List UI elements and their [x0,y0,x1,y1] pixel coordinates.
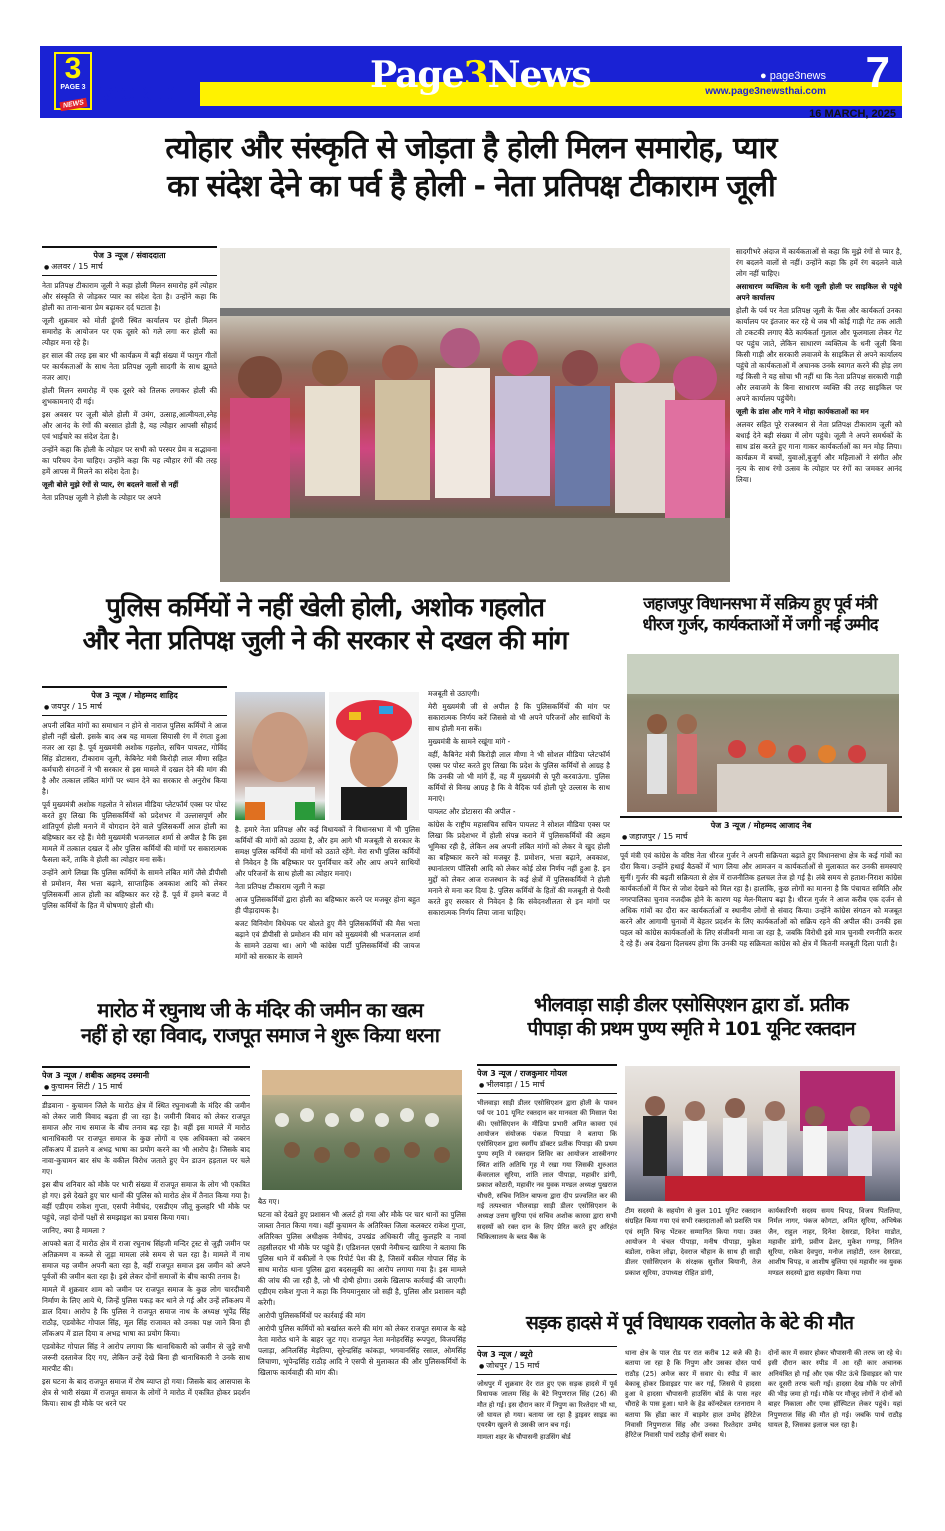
story2-source: पेज 3 न्यूज / मोहम्मद शाहिद [91,691,178,700]
story1-source: पेज 3 न्यूज / संवाददाता [93,251,166,260]
story3-source: पेज 3 न्यूज / मोहम्मद आजाद नेब [710,821,812,830]
story4-location: ● कुचामन सिटी / 15 मार्च [42,1081,250,1092]
ashok-gehlot-photo [235,692,325,820]
paragraph: टीम सदस्यो के सहयोग से कुल 101 यूनिट रक्तदान संग्रहित किया गया एवं सभी रक्तदाताओं को प्रशस्ति पत्र एवं स्मृति चिन्ह भेंटकर सम्मानित किया गया। उक्त आयोजन मे चंचल पीपाड़ा, मनीष पीपाड़ा, मुकेश बडोला, राकेश लोढ़ा, देवराज चौहान के साथ ही साड़ी डीलर एसोसिएशन के संरक्षक सुशील बियानी, तेज प्रकाश सूरिया, उपाध्यक्ष रोहित डांगी, [625,1207,761,1277]
story1-left-column [42,246,217,586]
story6-headline: सड़क हादसे में पूर्व विधायक रावलोत के बेटे की मौत [525,1312,854,1334]
portrait-illustration [329,692,419,820]
story5-body-col3 [768,1206,902,1278]
story2-body-col2 [235,824,420,962]
photo-illustration [627,654,899,812]
section-label: WORLD [100,83,178,105]
brand-number: 3 [463,54,488,96]
logo-number: 3 [64,52,82,85]
story3-headline [618,594,902,635]
jahazpur-meeting-photo [627,654,899,812]
paragraph: वहीं, कैबिनेट मंत्री किरोड़ी लाल मीणा ने भी सोशल मीडिया प्लेटफॉर्म एक्स पर पोस्ट करते हुए लिखा कि प्रदेश के पुलिस कर्मियों से आग्रह है कि उनकी जो भी मांगें हैं, वह मैं मुख्यमंत्री से पूरी करवाऊंगा. पुलिस कर्मियों से विनम्र आग्रह है कि वे वैदिक पर्व होली पूरे उल्लास के साथ मनाएं। [428,750,610,803]
story3-location: ● जहाजपुर / 15 मार्च [620,831,902,842]
story6-body-col2 [625,1348,761,1441]
tikaram-jully-photo [329,692,419,820]
paragraph: बजट विनियोग विधेयक पर बोलते हुए मैंने पुलिसकर्मियों की मैस भत्ता बढ़ाने एवं डीपीसी से प्रमोशन की मांग को मुख्यमंत्री श्री भजनलाल शर्मा के सामने उठाया था। आगे भी कांग्रेस पार्टी पुलिसकर्मियों की जायज मांगों को सरकार के सामने [235,919,420,961]
story2-headline-line1: पुलिस कर्मियों ने नहीं खेली होली, अशोक गहलोत [106,593,544,623]
paragraph: उन्होंने कहा कि होली के त्योहार पर सभी को परस्पर प्रेम व सद्भावना का परिचय देना चाहिए। उन्होंने कहा कि यह त्यौहार रंगों की तरह हमें आपस में मिलने का संदेश देता है। [42,445,217,476]
story6-location: ● जोधपुर / 15 मार्च [477,1360,617,1371]
paragraph: नेता प्रतिपक्ष टीकाराम जूली ने कहा होली मिलन समारोह हमें त्योहार और संस्कृति से जोड़कर प्यार का संदेश देता है। उन्होंने कहा कि होली का ताना-बाना प्रेम बढ़ाकर दर्द घटाता है। [42,281,217,312]
story4-byline [42,1066,250,1096]
story3-body [620,850,902,949]
paragraph: कार्यकारिणी सदस्य समय चिपड़, विजय पितलिया, निर्मल नागर, पंकज कोगटा, अमित सूरिया, अभिषेक जैन, राहुल नाहर, दिनेश देसरडा, दिनेश माडोत, महावीर डांगी, प्रवीण ढेलर, मुकेश गग्गड़, नितिन सूरिया, राकेश देवपुरा, मनोज लाहोटी, रतन देसरडा, आशीष चिपड़, व आशीष बुलिया एवं महावीर नव युवक मण्डल सदस्यो द्वारा सहयोग किया गया [768,1207,902,1277]
paragraph: हर साल की तरह इस बार भी कार्यक्रम में बड़ी संख्या में फागुन गीतों पर कार्यकताओं के साथ नेता प्रतिपक्ष जूली सादगी के साथ झूमते नजर आए। [42,351,217,382]
paragraph: आरोपी पुलिस कर्मियों को बर्खास्त करने की मांग को लेकर राजपूत समाज के बड़े नेता मारोठ थाने के बाहर जुट गए। राजपूत नेता मनोहरसिंह रूपपुरा, विजयसिंह पलाड़ा, अनिलसिंह मेड़तिया, सुरेन्द्रसिंह कांकड़ा, भगवानसिंह रसाल, ओमसिंह लिचाणा, भूपेन्द्रसिंह राठौड़ आदि ने एसपी से मुलाकात की और पुलिसकर्मियों के खिलाफ कार्यवाही की मांग की। [258,1324,466,1377]
brand-suffix: News [487,54,591,96]
story4-source: पेज 3 न्यूज / शबीक अहमद उस्मानी [42,1071,150,1080]
paragraph: भीलवाड़ा साड़ी डीलर एसोसिएशन द्वारा होली के पावन पर्व पर 101 यूनिट रक्तदान कर मानवता की मिसाल पेश की। एसोसिएशन के मीडिया प्रभारी अमित कावरा एवं आयोजन संयोजक पंकज पिपाडा ने बताया कि एसोसिएशन द्वारा स्वर्गीय डॉक्टर प्रतीक पिपाड़ा की प्रथम पुण्य स्मृति मे रक्तदान शिविर का आयोजन शास्त्रीनगर स्थित शांति अतिथि गृह मे रखा गया जिसकी शुरुआत कँवरलाल सूरिया, शांति लाल पीपाड़ा, महावीर डांगी, प्रकाश कोठारी, महावीर नव युवक मण्डल अध्यक्ष पुखराज चौधरी, सचिव नितिन बाफना द्वारा दीप प्रज्वलित कर की गई तत्पश्चात भीलवाड़ा साड़ी डीलर एसोसिएशन के अध्यक्ष उत्तम सुरिया एवं सचिव अशोक कारवा द्वारा सभी सदस्यों को रक्त दान के लिए प्रेरित करते हुए अरिहंत चिकित्सालय के ब्लड बैंक के [477,1099,617,1241]
subheading: जानिए, क्या है मामला ? [42,1226,106,1235]
photo-illustration [625,1066,900,1201]
logo-text: PAGE 3 [60,84,86,91]
story1-byline [42,246,217,276]
story6-byline [477,1346,617,1375]
story1-body-right [736,246,902,485]
story3-headline-line2: धीरज गुर्जर, कार्यकताओं में जगी नई उम्मीद [642,614,878,634]
story4-body-col1 [42,1100,250,1409]
paragraph: जूली शुक्रवार को मोती डूंगरी स्थित कार्यालय पर होली मिलन समारोह के आयोजन पर एक दूसरे को गले लगा कर होली का त्यौहार मना रहे है। [42,316,217,347]
paragraph: है. हमारे नेता प्रतिपक्ष और कई विधायकों ने विधानसभा में भी पुलिस कर्मियों की मांगों को उठाया है, और हम आगे भी मजबूती से सरकार के समक्ष पुलिस कर्मियों की मांगों को उठाते रहेंगे. मेरा सभी पुलिस कर्मियों से निवेदन है कि बहिष्कार पर पुनर्विचार करें और आप अपने साथियों और परिजनों के साथ होली का त्योहार मनाएं। [235,825,420,878]
subheading: पायलट और डोटासरा की अपील - [428,807,516,816]
story5-column-2 [625,1206,761,1318]
paragraph: अपनी लंबित मांगों का समाधान न होने से नाराज पुलिस कर्मियों ने आज होली नहीं खेली. इसके बाद अब यह मामला सियासी रंग में रंगता हुआ नजर आ रहा है. पूर्व मुख्यमंत्री अशोक गहलोत, सचिन पायलट, गोविंद सिंह डोटासरा, टीकाराम जूली, केबिनेट मंत्री किरोड़ी लाल मीणा सहित कर्मचारी संगठनों ने भी सरकार से इस मामले में दखल देने की मांग की है और तत्काल लंबित मांगों पर ध्यान देने का सरकार से अनुरोध किया है। [42,721,227,796]
masthead [40,46,902,118]
story2-body-col1 [42,720,227,911]
paragraph: सादगीभरे अंदाज में कार्यकताओं से कहा कि मुझे रंगों से प्यार है, रंग बदलने वालों से नहीं। उन्होंने कहा कि हमें रंग बदलने वाले लोग नहीं चाहिए। [736,247,902,278]
story2-headline [40,592,610,657]
paragraph: घटना को देखते हुए प्रशासन भी अलर्ट हो गया और मौके पर चार थानों का पुलिस जाब्ता तैनात किया गया। वहीं कुचामन के अतिरिक्त जिला कलक्टर राकेश गुप्ता, अतिरिक्त पुलिस अधीक्षक नेमीचंद, उपखंड अधिकारी जीतू कुलहरि व नावां तहसीलदार भी मौके पर पहुंचे हैं। एडिशनल एसपी नेमीचन्द खारिया ने बताया कि पुलिस थाने में वकीलों ने एक रिपोर्ट पेश की है, जिसमें वकील गोपाल सिंह के साथ मारोठ थाना पुलिस द्वारा बदसलूकी का आरोप लगाया गया है। इस मामले की जांच की जा रही है, जो भी दोषी होगा। उसके खिलाफ कार्रवाई की जाएगी। एडीएम राकेश गुप्ता ने कहा कि नियमानुसार जो सही है, पुलिस और प्रशासन वही करेगी। [258,1210,466,1307]
logo-tag: NEWS [59,98,87,112]
paragraph: मेरी मुख्यमंत्री जी से अपील है कि पुलिसकर्मियों की मांग पर सकारात्मक निर्णय करें जिससे वो भी अपने परिजनों और साथियों के साथ होली मना सकें। [428,702,610,733]
story3-headline-line1: जहाजपुर विधानसभा में सक्रिय हुए पूर्व मंत्री [643,594,877,613]
subheading: जूली के डांस और गाने ने मोहा कार्यकताओं का मन [736,407,869,416]
paragraph: जोधपुर में शुक्रवार देर रात हुए एक सड़क हादसे में पूर्व विधायक जालम सिंह के बेटे निपुणराज सिंह (26) की मौत हो गई। इस दौरान कार में निपुण का रिश्तेदार भी था, जो घायल हो गया। बताया जा रहा है ड्राइवर साइड का एयरबैग खुलने से उसकी जान बच गई। [477,1380,617,1430]
story5-body-col1 [477,1098,617,1242]
story4-body-col2 [258,1196,466,1378]
story4-headline [40,998,480,1048]
story1-right-column [736,246,902,586]
photo-crowd-illustration [220,248,730,582]
story4-column-1 [42,1066,250,1526]
paragraph: होली के पर्व पर नेता प्रतिपक्ष जूली के फैंस और कार्यकर्ता उनका कार्यालय पर इंतजार कर रहे थे जब भी कोई गाड़ी गेट तक आती तो टकटकी लगाए बैठे कार्यकर्ता गुलाल और फूलमाला लेकर गेट पर पहुंच जाते, लेकिन साधारण व्यक्तित्व के धनी जूली बिना किसी गाड़ी और सरकारी लवाजमे के साइकिल से अपने कार्यालय पहुंचे तो कार्यकताओं में अचानक उनके स्वागत करने की होड़ लग गई किसी ने यह सोचा भी नहीं था कि नेता प्रतिपक्ष सरकारी गाड़ी और लवाजमे के बिना साधारण व्यक्ति की तरह साइकिल पर अपने कार्यालय पहुंचेंगे। [736,306,902,403]
paragraph: एडवोकेट गोपाल सिंह ने आरोप लगाया कि थानाधिकारी को जमीन से जुड़े सभी जरूरी दस्तावेज दिए गए, लेकिन उन्हें देखे बिना ही थानाधिकारी ने उनके साथ मारपीट की। [42,1342,250,1373]
story1-headline [40,130,902,205]
blood-donation-photo [625,1066,900,1201]
story5-column-1 [477,1064,617,1314]
masthead-rule [40,106,902,112]
story2-byline [42,686,227,716]
paragraph: बैठ गए। [258,1197,280,1206]
paragraph: डीडवाना - कुचामन जिले के मारोठ क्षेत्र में स्थित रघुनाथजी के मंदिर की जमीन को लेकर जारी विवाद बढ़ता ही जा रहा है। जमीनी विवाद को लेकर राजपूत समाज और नाथ समाज के बीच तनाव बढ़ रहा है। वहीं इस मामले में मारोठ थानाधिकारी पर राजपूत समाज के कुछ लोगों व एक अधिवक्ता को जबरन लॉकअप में डालने व अभद्र भाषा का प्रयोग करने का भी आरोप है। जिसके बाद नावा-कुचामन बार संघ के वकील विरोध जताते हुए पेन डाउन हड़ताल पर चले गए। [42,1101,250,1176]
paragraph: कांग्रेस के राष्ट्रीय महासचिव सचिन पायलट ने सोशल मीडिया एक्स पर लिखा कि प्रदेशभर में होली संपन्न कराने में पुलिसकर्मियों की अहम भूमिका रही है, लेकिन अब अपनी लंबित मांगों को लेकर वे खुद होली का बहिष्कार करने को मजबूर हैं. प्रमोशन, भत्ता बढ़ाने, अवकाश, स्थानांतरण पॉलिसी आदि को लेकर कोई ठोस निर्णय नहीं हुआ है. इन मुद्दों को लेकर आज राजस्थान के कई क्षेत्रों में पुलिसकर्मियों ने होली मनाने से मना कर दिया है. पुलिस कर्मियों के हितों की मजबूती से पैरवी करते हुए सरकार से निवेदन है कि संवेदनशीलता से इन मांगों पर सकारात्मक निर्णय लिया जाना चाहिए। [428,820,610,917]
story2-column-3 [428,688,610,988]
story4-headline-line2: नहीं हो रहा विवाद, राजपूत समाज ने शुरू किया धरना [81,1023,439,1047]
story1-body-left [42,280,217,503]
paragraph: उन्होंने आगे लिखा कि पुलिस कर्मियों के सामने लंबित मांगें जैसे डीपीसी से प्रमोशन, मैस भत्ता बढ़ाने, साप्ताहिक अवकाश आदि को लेकर पुलिसकर्मी आज होली का बहिष्कार कर रहे हैं. पूर्व में हमने बजट में पुलिस कर्मियों के हित में घोषणाएं होली थी। [42,868,227,910]
subheading: असाधारण व्यक्तित्व के धनी जूली होली पर साइकिल से पहुंचे अपने कार्यालय [736,282,902,302]
brand-prefix: Page [370,54,464,96]
website-url: www.page3newsthai.com [705,86,826,97]
paragraph: आज पुलिसकर्मियों द्वारा होली का बहिष्कार करने पर मजबूर होना बहुत ही पीड़ादायक है। [235,895,420,915]
paragraph: नेता प्रतिपक्ष जूली ने होली के त्योहार पर अपने [42,493,161,502]
page3-logo [54,52,92,110]
paragraph: इस बीच शनिवार को मौके पर भारी संख्या में राजपूत समाज के लोग भी एकत्रित हो गए। इसे देखते हुए चार थानों की पुलिस को मारोठ क्षेत्र में तैनात किया गया है। वहीं एडीएम राकेश गुप्ता, एसपी नेमीचंद, एसडीएम जीतू कुलहरि भी मौके पर पहुंचे, जहां दोनों पक्षों से समझाइश का प्रयास किया गया। [42,1180,250,1222]
paragraph: इस अवसर पर जूली बोले होली में उमंग, उत्साह,आत्मीयता,स्नेह और आनंद के रंगों की बरसात होती है, यह त्यौहार आपसी सौहार्द एवं भाईचारे का संदेश देता है। [42,410,217,441]
story3-byline [620,816,902,846]
subheading: नेता प्रतिपक्ष टीकाराम जूली ने कहा [235,882,325,891]
paragraph: पूर्व मुख्यमंत्री अशोक गहलोत ने सोशल मीडिया प्लेटफॉर्म एक्स पर पोस्ट करते हुए लिखा कि पुलिसकर्मियों को प्रदेशभर में उल्लासपूर्ण और शांतिपूर्ण होली मनाने में योगदान देने वाले पुलिसकर्मी आज होली का बहिष्कार कर रहे हैं। मेरी मुख्यमंत्री भजनलाल शर्मा से अपील है कि इस मामले में तत्काल दखल दें और पुलिस कर्मियों की मांगों पर सकारात्मक फैसला करें, ताकि वे होली का त्योहार मना सकें। [42,800,227,864]
story1-headline-line2: का संदेश देने का पर्व है होली - नेता प्रतिपक्ष टीकाराम जूली [167,168,775,204]
paragraph: आपको बता दें मारोठ क्षेत्र में राजा रघुनाथ सिंहजी मन्दिर ट्रस्ट से जुड़ी जमीन पर अतिक्रमण व कब्जे से जुड़ा मामला लंबे समय से चल रहा है। मामले में नाथ समाज यह जमीन अपनी बता रहा है, वहीं राजपूत समाज इस जमीन को अपने पूर्वजों की जमीन बता रहा है। इसे लेकर दोनों समाजों के बीच काफी तनाव है। [42,1239,250,1281]
story2-location: ● जयपुर / 15 मार्च [42,701,227,712]
story5-headline-line1: भीलवाड़ा साड़ी डीलर एसोसिएशन द्वारा डॉ. प्रतीक [533,994,848,1016]
issue-date: 16 MARCH, 2025 [809,108,896,120]
paragraph: इस घटना के बाद राजपूत समाज में रोष व्याप्त हो गया। जिसके बाद आसपास के क्षेत्र से भारी संख्या में राजपूत समाज के लोगों ने मारोठ में एकत्रित होकर प्रदर्शन किया। साथ ही मौके पर धरने पर [42,1377,250,1408]
paragraph: पूर्व मंत्री एवं कांग्रेस के वरिष्ठ नेता धीरज गुर्जर ने अपनी सक्रियता बढ़ाते हुए विधानसभा क्षेत्र के कई गांवों का दौरा किया। उन्होंने हथाई बैठकों में भाग लिया और आमजन व कार्यकर्ताओं से मुलाकात कर उनकी समस्याएं सुनीं। गुर्जर की बढ़ती सक्रियता से क्षेत्र में राजनीतिक हलचल तेज हो गई है। लंबे समय से हताश-निराश कांग्रेस कार्यकर्ताओं में फिर से जोश देखने को मिल रहा है। हालांकि, कुछ लोगों का मानना है कि पंचायत समिति और नगरपालिका चुनाव नजदीक होने के कारण यह मेल-मिलाप बढ़ा है। धीरज गुर्जर ने आज करीब एक दर्जन से अधिक गांवों का दौरा कर कार्यकर्ताओं व स्थानीय लोगों से संवाद किया। उन्होंने कांग्रेस संगठन को मजबूत करने और आगामी चुनावों में बेहतर प्रदर्शन के लिए कार्यकर्ताओं को सक्रिय रहने की अपील की। उनकी इस पहल को कांग्रेस कार्यकर्ताओं के लिए संजीवनी माना जा रहा है, जबकि विरोधी इसे मात्र चुनावी रणनीति करार दे रहे हैं। अब देखना दिलचस्प होगा कि उनकी यह सक्रियता कांग्रेस को क्षेत्र में कितनी मजबूती दिला पाती है। [620,851,902,948]
paragraph: मजबूती से उठाएगी। [428,689,480,698]
story4-column-2 [258,1196,466,1526]
story2-column-2 [235,824,420,989]
subheading: आरोपी पुलिसकर्मियों पर कार्रवाई की मांग [258,1311,366,1320]
paragraph: थाना क्षेत्र के पाल रोड पर रात करीब 12 बजे की है। बताया जा रहा है कि निपुण और उसका दोस्त पार्थ राठौड़ (25) अमेज कार में सवार थे। स्पीड में कार बेकाबू होकर डिवाइडर पार कर गई, जिससे ये हादसा हुआ वे हादसा चौपासनी हाउसिंग बोर्ड के पास नहर चौराहे के पास हुआ। थाने के हेड कॉन्स्टेबल रतनाराम ने बताया कि होंडा कार में बाड़मेर हाल उम्मेद हेरिटेज निवासी निपुणराज सिंह और उनका रिश्तेदार उम्मेद हेरिटेज निवासी पार्थ राठौड़ दोनों सवार थे। [625,1349,761,1440]
story3-column [620,816,902,1021]
story5-headline-line2: पीपाड़ा की प्रथम पुण्य स्मृति मे 101 यूनिट रक्तदान [527,1017,855,1040]
paragraph: मामले में शुक्रवार शाम को जमीन पर राजपूत समाज के कुछ लोग चारदीवारी निर्माण के लिए आये थे, जिन्हें पुलिस पकड़ कर थाने ले गई और उन्हें लॉकअप में डाल दिया। आरोप है कि पुलिस ने राजपूत समाज नाथ के अध्यक्ष भूपेंद्र सिंह राठौड़, एडवोकेट गोपाल सिंह, मूल सिंह राजावत को उनका पक्ष जाने बिना ही लॉकअप में डाल दिया व अभद्र भाषा का प्रयोग किया। [42,1285,250,1338]
subheading: जूली बोले मुझे रंगों से प्यार, रंग बदलने वालों से नहीं [42,480,179,489]
holi-celebration-photo [220,248,730,582]
story1-headline-line1: त्योहार और संस्कृति से जोड़ता है होली मिलन समारोह, प्यार [165,131,777,166]
page-number: 7 [865,48,890,97]
story5-body-col2 [625,1206,761,1278]
story1-location: ● अलवर / 15 मार्च [42,261,217,272]
story4-headline-line1: मारोठ में रघुनाथ जी के मंदिर की जमीन का खत्म [97,998,423,1022]
story6-column-1 [477,1346,617,1526]
paragraph: अलवर सहित पूरे राजस्थान से नेता प्रतिपक्ष टीकाराम जूली को बधाई देने बड़ी संख्या में लोग पहुंचे। जूली ने अपने समर्थकों के साथ डांस करते हुए गाना गाकर कार्यकर्ताओं का मन मोह लिया। कार्यक्रम में बच्चों, युवाओं,बुजुर्ग और महिलाओं ने संगीत और नृत्य के साथ रंगो उत्सव के त्योहार पर रंगों का जमकर आनंद लिया। [736,420,902,484]
story6-body-col1 [477,1379,617,1443]
story2-body-col3 [428,688,610,918]
story5-location: ● भीलवाड़ा / 15 मार्च [477,1079,617,1090]
social-handle: ● page3news [760,70,826,82]
story6-column-2 [625,1348,761,1526]
story6-source: पेज 3 न्यूज / ब्यूरो [477,1350,533,1359]
paragraph: होली मिलन समारोह में एक दूसरे को तिलक लगाकर होली की शुभकामनाएं दी गई। [42,386,217,406]
brand-name [370,54,591,96]
story5-byline [477,1064,617,1094]
dharna-gathering-photo [262,1070,462,1190]
paragraph: मामला शहर के चौपासनी हाउसिंग बोर्ड [477,1433,571,1442]
story2-column-1 [42,686,227,986]
story2-headline-line2: और नेता प्रतिपक्ष जुली ने की सरकार से दखल की मांग [82,625,568,656]
story5-column-3 [768,1206,902,1318]
story6-column-3 [768,1348,902,1526]
story6-body-col3 [768,1348,902,1430]
newspaper-page [40,46,902,1526]
photo-illustration [262,1070,462,1190]
story5-source: पेज 3 न्यूज / राजकुमार गोयल [477,1069,568,1078]
subheading: मुख्यमंत्री के सामने रखूंगा मांगे - [428,737,511,746]
paragraph: दोनों कार में सवार होकर चौपासनी की तरफ जा रहे थे। इसी दौरान कार स्पीड में आ रही कार अचानक अनियंत्रित हो गई और एक फीट ऊंचे डिवाइडर को पार कर दूसरी तरफ चली गई। हादसा देख मौके पर लोगों की भीड़ जमा हो गई। मौके पर मौजूद लोगों ने दोनों को बाहर निकाला और एम्स हॉस्पिटल लेकर पहुंचे। यहां निपुणराज सिंह की मौत हो गई। जबकि पार्थ राठौड़ घायल है, जिसका इलाज चल रहा है। [768,1349,902,1430]
story5-headline [480,994,902,1042]
portrait-illustration [235,692,325,820]
